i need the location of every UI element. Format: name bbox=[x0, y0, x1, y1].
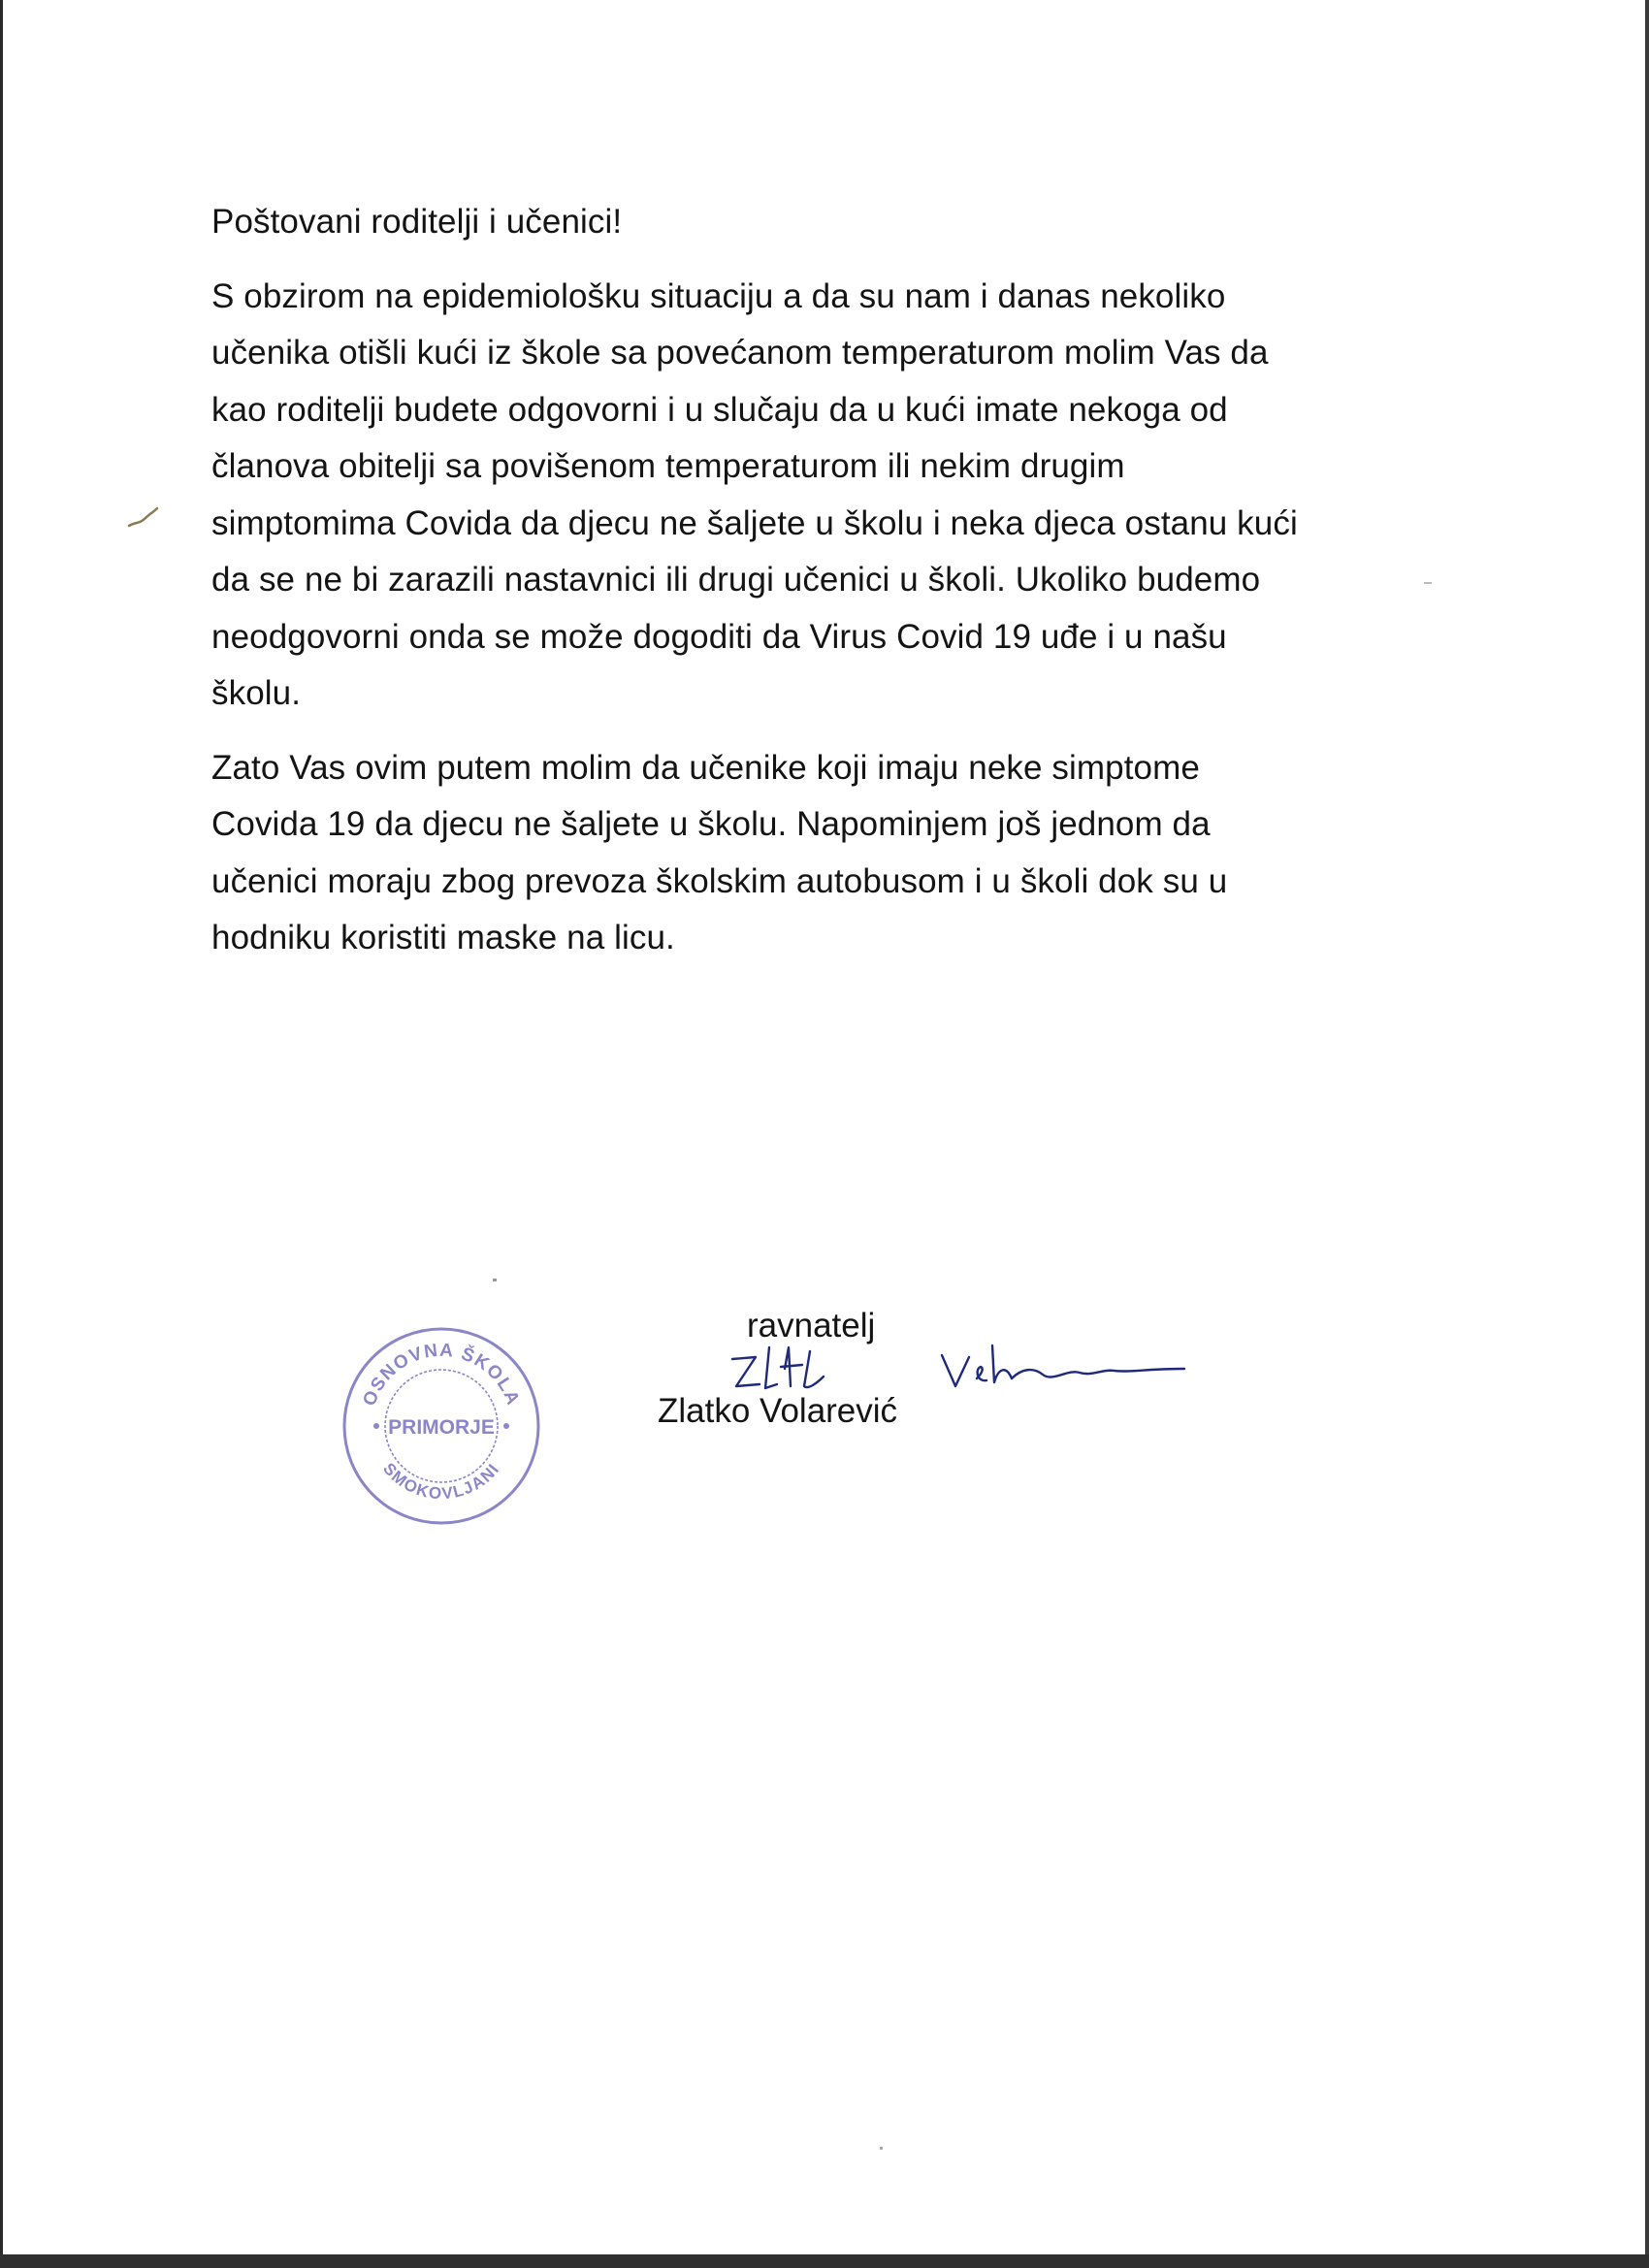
letter-body bbox=[211, 194, 1492, 985]
text-line: Zato Vas ovim putem molim da učenike koji imaju neke simptome bbox=[211, 748, 1200, 787]
scan-edge-left bbox=[0, 0, 3, 2268]
letter-greeting: Poštovani roditelji i učenici! bbox=[211, 203, 623, 241]
text-line: učenika otišli kući iz škole sa povećanom temperaturom molim Vas da bbox=[211, 334, 1269, 372]
letter-paragraph bbox=[211, 740, 1492, 967]
signatory-role: ravnatelj bbox=[747, 1307, 876, 1345]
text-line: učenici moraju zbog prevoza školskim autobusom i u školi dok su u bbox=[211, 861, 1228, 900]
scan-dot bbox=[493, 1279, 497, 1281]
text-line: Covida 19 da djecu ne šaljete u školu. Napominjem još jednom da bbox=[211, 805, 1211, 843]
letter-paragraph bbox=[211, 269, 1492, 723]
text-line: članova obitelji sa povišenom temperaturom ili nekim drugim bbox=[211, 447, 1125, 485]
scan-mark bbox=[126, 504, 161, 532]
text-line: da se ne bi zarazili nastavnici ili drugi učenici u školi. Ukoliko budemo bbox=[211, 561, 1261, 599]
text-line: školu. bbox=[211, 674, 302, 712]
text-line: simptomima Covida da djecu ne šaljete u školu i neka djeca ostanu kući bbox=[211, 503, 1298, 542]
signatory-name: Zlatko Volarević bbox=[658, 1392, 898, 1430]
handwritten-signature bbox=[730, 1340, 1186, 1408]
stamp-center-text: PRIMORJE bbox=[388, 1416, 495, 1439]
school-stamp bbox=[340, 1324, 543, 1528]
text-line: neodgovorni onda se može dogoditi da Virus Covid 19 uđe i u našu bbox=[211, 617, 1227, 656]
text-line: S obzirom na epidemiološku situaciju a da su nam i danas nekoliko bbox=[211, 276, 1226, 315]
stamp-top-text: OSNOVNA ŠKOLA bbox=[359, 1340, 524, 1409]
scan-edge-right bbox=[1645, 0, 1649, 2268]
stamp-bottom-text: SMOKOVLJANI bbox=[379, 1459, 503, 1504]
scan-edge-bottom bbox=[0, 2254, 1649, 2268]
signature-block bbox=[658, 1305, 1240, 1460]
text-line: hodniku koristiti maske na licu. bbox=[211, 919, 675, 956]
text-line: kao roditelji budete odgovorni i u slučaju da u kući imate nekoga od bbox=[211, 390, 1228, 429]
scan-dot bbox=[880, 2147, 883, 2150]
